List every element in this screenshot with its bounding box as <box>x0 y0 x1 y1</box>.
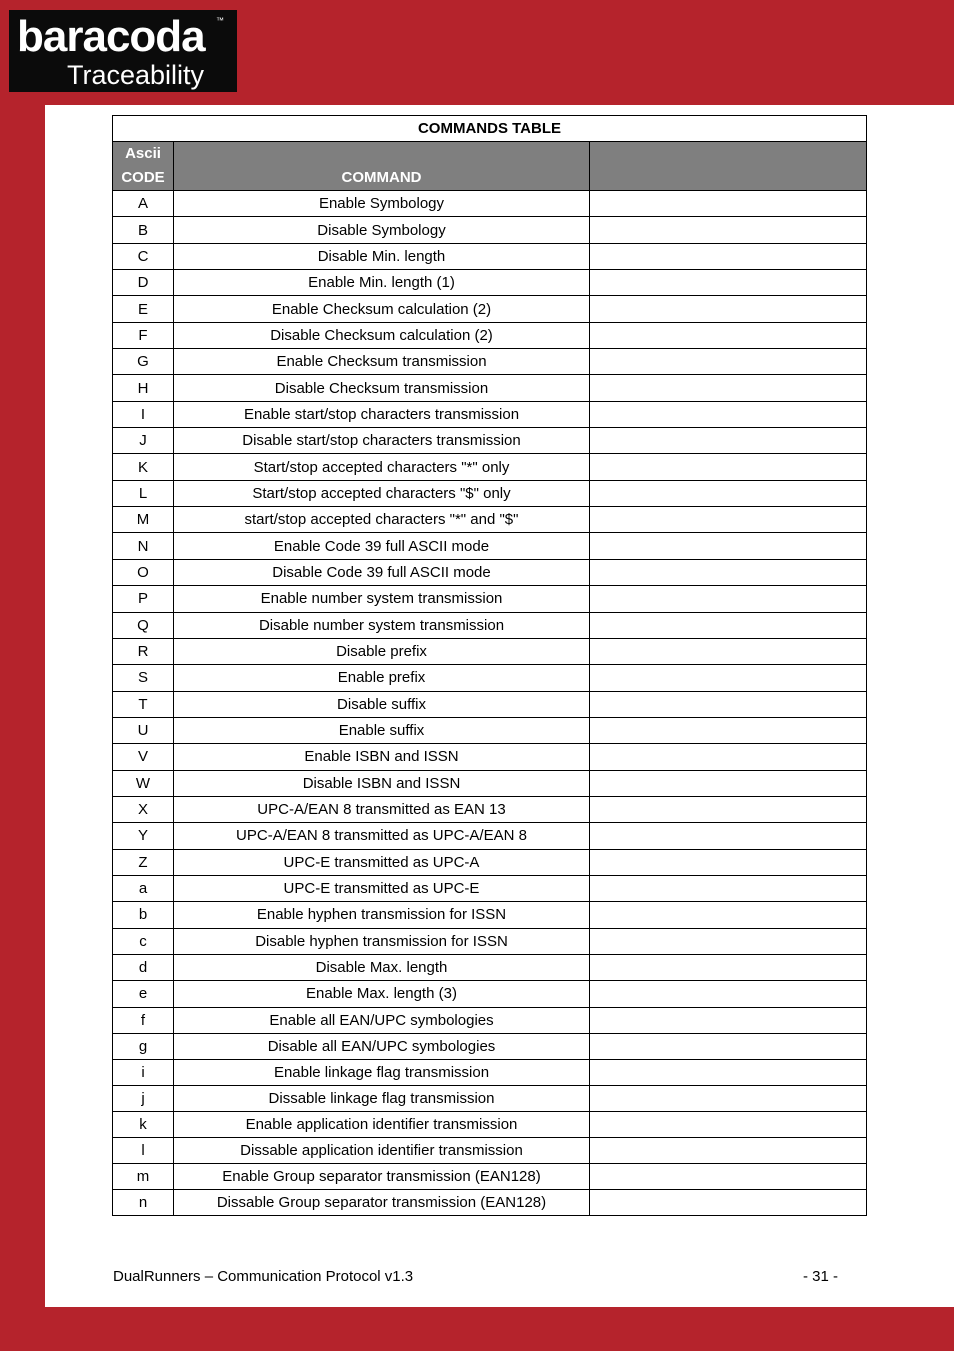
logo-subtitle: Traceability <box>67 60 205 90</box>
table-row <box>113 1086 867 1112</box>
table-row <box>113 875 867 901</box>
command-cell: Disable suffix <box>174 691 590 717</box>
command-cell: Enable Max. length (3) <box>174 981 590 1007</box>
table-row <box>113 191 867 217</box>
command-cell: Disable Code 39 full ASCII mode <box>174 559 590 585</box>
command-cell: UPC-E transmitted as UPC-A <box>174 849 590 875</box>
extra-cell <box>590 612 867 638</box>
ascii-code-cell: T <box>113 691 174 717</box>
table-row <box>113 454 867 480</box>
ascii-code-cell: H <box>113 375 174 401</box>
ascii-code-cell: C <box>113 243 174 269</box>
command-cell: Enable Symbology <box>174 191 590 217</box>
ascii-code-cell: g <box>113 1034 174 1060</box>
commands-table-body <box>113 191 867 1216</box>
table-row <box>113 717 867 743</box>
extra-cell <box>590 243 867 269</box>
table-row <box>113 217 867 243</box>
command-cell: Enable linkage flag transmission <box>174 1060 590 1086</box>
command-header: COMMAND <box>174 142 590 191</box>
table-row <box>113 1112 867 1138</box>
ascii-code-cell: Z <box>113 849 174 875</box>
command-cell: Disable ISBN and ISSN <box>174 770 590 796</box>
command-cell: Enable all EAN/UPC symbologies <box>174 1007 590 1033</box>
extra-cell <box>590 744 867 770</box>
command-cell: UPC-A/EAN 8 transmitted as UPC-A/EAN 8 <box>174 823 590 849</box>
table-row <box>113 1060 867 1086</box>
ascii-code-cell: m <box>113 1164 174 1190</box>
extra-cell <box>590 981 867 1007</box>
ascii-code-cell: U <box>113 717 174 743</box>
ascii-code-cell: A <box>113 191 174 217</box>
command-cell: UPC-E transmitted as UPC-E <box>174 875 590 901</box>
ascii-code-cell: b <box>113 902 174 928</box>
extra-cell <box>590 1086 867 1112</box>
ascii-code-cell: F <box>113 322 174 348</box>
command-cell: Disable prefix <box>174 638 590 664</box>
table-row <box>113 744 867 770</box>
ascii-code-cell: D <box>113 270 174 296</box>
table-row <box>113 1164 867 1190</box>
table-row <box>113 770 867 796</box>
extra-cell <box>590 770 867 796</box>
extra-cell <box>590 902 867 928</box>
table-title: COMMANDS TABLE <box>113 116 867 142</box>
ascii-code-cell: G <box>113 349 174 375</box>
command-cell: Enable start/stop characters transmission <box>174 401 590 427</box>
command-cell: Disable all EAN/UPC symbologies <box>174 1034 590 1060</box>
command-cell: Disable hyphen transmission for ISSN <box>174 928 590 954</box>
command-cell: start/stop accepted characters "*" and "$" <box>174 507 590 533</box>
extra-cell <box>590 296 867 322</box>
extra-cell <box>590 717 867 743</box>
ascii-code-cell: c <box>113 928 174 954</box>
ascii-code-cell: W <box>113 770 174 796</box>
table-row <box>113 928 867 954</box>
ascii-code-cell: l <box>113 1138 174 1164</box>
extra-cell <box>590 1164 867 1190</box>
command-cell: Enable Code 39 full ASCII mode <box>174 533 590 559</box>
extra-cell <box>590 1007 867 1033</box>
ascii-code-cell: j <box>113 1086 174 1112</box>
table-row <box>113 428 867 454</box>
ascii-code-cell: R <box>113 638 174 664</box>
extra-cell <box>590 849 867 875</box>
table-row <box>113 375 867 401</box>
extra-cell <box>590 533 867 559</box>
table-row <box>113 954 867 980</box>
extra-cell <box>590 322 867 348</box>
ascii-code-cell: Y <box>113 823 174 849</box>
table-row <box>113 401 867 427</box>
command-cell: Start/stop accepted characters "*" only <box>174 454 590 480</box>
table-row <box>113 480 867 506</box>
command-cell: Enable hyphen transmission for ISSN <box>174 902 590 928</box>
extra-cell <box>590 796 867 822</box>
logo-brand-text: baracoda <box>17 12 205 61</box>
table-row <box>113 612 867 638</box>
table-row <box>113 559 867 585</box>
command-cell: UPC-A/EAN 8 transmitted as EAN 13 <box>174 796 590 822</box>
table-row <box>113 507 867 533</box>
table-row <box>113 665 867 691</box>
command-cell: Dissable application identifier transmission <box>174 1138 590 1164</box>
table-row <box>113 243 867 269</box>
extra-cell <box>590 480 867 506</box>
command-cell: Enable ISBN and ISSN <box>174 744 590 770</box>
command-cell: Disable Max. length <box>174 954 590 980</box>
command-cell: Enable prefix <box>174 665 590 691</box>
table-row <box>113 902 867 928</box>
extra-cell <box>590 454 867 480</box>
extra-cell <box>590 217 867 243</box>
command-cell: Disable number system transmission <box>174 612 590 638</box>
extra-cell <box>590 1034 867 1060</box>
ascii-code-cell: K <box>113 454 174 480</box>
ascii-code-cell: i <box>113 1060 174 1086</box>
table-row <box>113 296 867 322</box>
command-cell: Disable Symbology <box>174 217 590 243</box>
ascii-code-cell: P <box>113 586 174 612</box>
table-row <box>113 586 867 612</box>
ascii-code-cell: J <box>113 428 174 454</box>
ascii-code-cell: S <box>113 665 174 691</box>
ascii-code-cell: I <box>113 401 174 427</box>
extra-cell <box>590 638 867 664</box>
document-page <box>45 105 954 1307</box>
ascii-code-cell: Q <box>113 612 174 638</box>
table-row <box>113 638 867 664</box>
table-row <box>113 796 867 822</box>
ascii-code-cell: f <box>113 1007 174 1033</box>
command-cell: Dissable linkage flag transmission <box>174 1086 590 1112</box>
command-cell: Start/stop accepted characters "$" only <box>174 480 590 506</box>
ascii-code-cell: N <box>113 533 174 559</box>
table-row <box>113 322 867 348</box>
table-row <box>113 1007 867 1033</box>
ascii-code-cell: X <box>113 796 174 822</box>
ascii-code-cell: a <box>113 875 174 901</box>
ascii-code-header <box>113 142 174 191</box>
table-row <box>113 1138 867 1164</box>
extra-cell <box>590 349 867 375</box>
extra-cell <box>590 1060 867 1086</box>
table-row <box>113 349 867 375</box>
command-cell: Disable Checksum calculation (2) <box>174 322 590 348</box>
command-cell: Enable application identifier transmission <box>174 1112 590 1138</box>
extra-cell <box>590 823 867 849</box>
extra-cell <box>590 875 867 901</box>
ascii-code-cell: n <box>113 1190 174 1216</box>
command-cell: Enable Checksum transmission <box>174 349 590 375</box>
table-row <box>113 1034 867 1060</box>
baracoda-logo <box>9 10 237 92</box>
extra-cell <box>590 270 867 296</box>
ascii-header-line2: CODE <box>121 169 165 186</box>
command-cell: Enable Min. length (1) <box>174 270 590 296</box>
ascii-code-cell: e <box>113 981 174 1007</box>
ascii-code-cell: B <box>113 217 174 243</box>
ascii-code-cell: E <box>113 296 174 322</box>
table-row <box>113 691 867 717</box>
extra-cell <box>590 691 867 717</box>
extra-cell <box>590 401 867 427</box>
extra-cell <box>590 1138 867 1164</box>
ascii-code-cell: d <box>113 954 174 980</box>
extra-cell <box>590 954 867 980</box>
extra-cell <box>590 191 867 217</box>
table-row <box>113 533 867 559</box>
table-row <box>113 270 867 296</box>
extra-cell <box>590 375 867 401</box>
command-cell: Disable Checksum transmission <box>174 375 590 401</box>
command-cell: Enable Checksum calculation (2) <box>174 296 590 322</box>
table-row <box>113 981 867 1007</box>
table-row <box>113 849 867 875</box>
command-cell: Enable number system transmission <box>174 586 590 612</box>
footer-page-number: - 31 - <box>803 1268 839 1285</box>
ascii-code-cell: L <box>113 480 174 506</box>
extra-cell <box>590 507 867 533</box>
ascii-code-cell: M <box>113 507 174 533</box>
command-cell: Disable start/stop characters transmission <box>174 428 590 454</box>
ascii-code-cell: k <box>113 1112 174 1138</box>
logo-trademark: ™ <box>216 16 224 25</box>
extra-column-header <box>590 142 867 191</box>
footer-document-title: DualRunners – Communication Protocol v1.3 <box>113 1268 414 1285</box>
extra-cell <box>590 665 867 691</box>
command-cell: Disable Min. length <box>174 243 590 269</box>
command-cell: Enable Group separator transmission (EAN128) <box>174 1164 590 1190</box>
commands-table <box>112 115 867 1216</box>
extra-cell <box>590 928 867 954</box>
extra-cell <box>590 559 867 585</box>
command-cell: Enable suffix <box>174 717 590 743</box>
extra-cell <box>590 428 867 454</box>
extra-cell <box>590 1112 867 1138</box>
extra-cell <box>590 1190 867 1216</box>
table-row <box>113 823 867 849</box>
ascii-code-cell: V <box>113 744 174 770</box>
extra-cell <box>590 586 867 612</box>
ascii-code-cell: O <box>113 559 174 585</box>
command-cell: Dissable Group separator transmission (EAN128) <box>174 1190 590 1216</box>
table-row <box>113 1190 867 1216</box>
ascii-header-line1: Ascii <box>125 145 161 162</box>
